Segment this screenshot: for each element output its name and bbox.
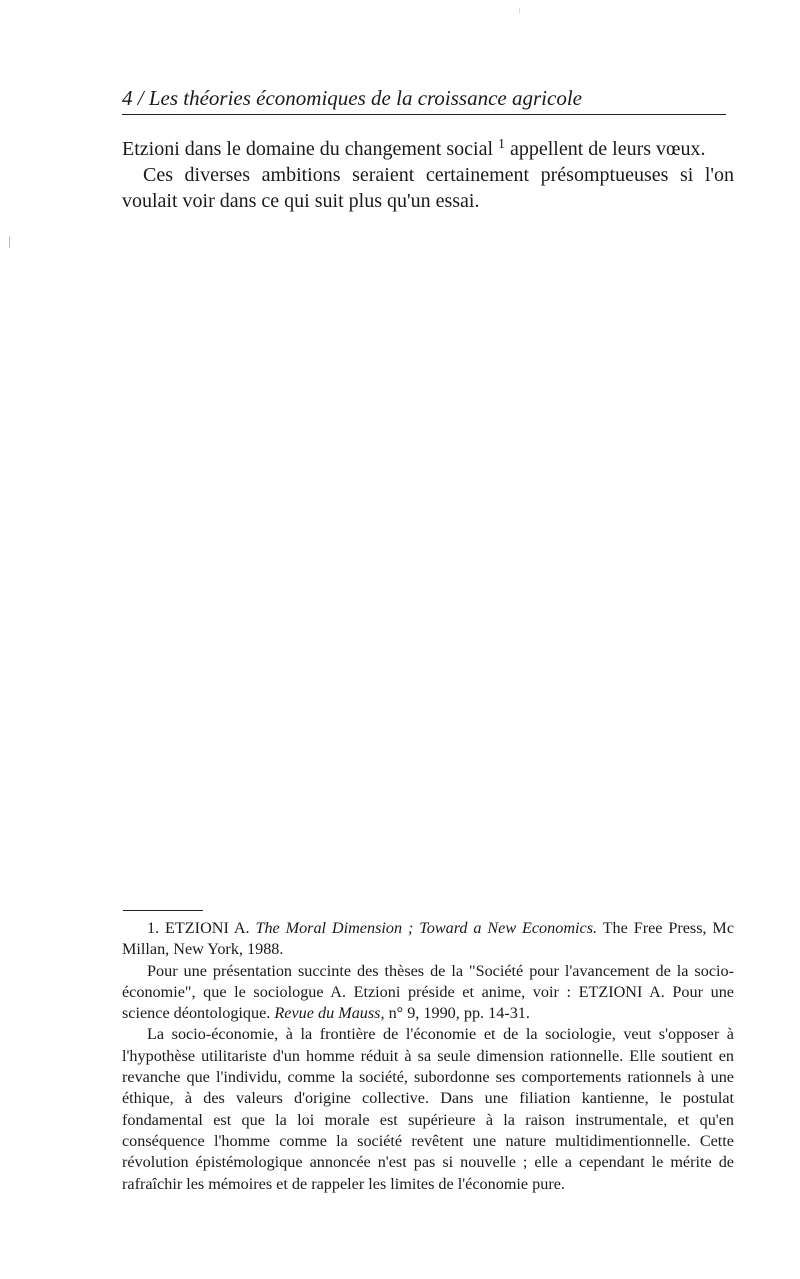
- paragraph-2: Ces diverses ambitions seraient certainement présomptueuses si l'on voulait voir dans ce qui suit plus qu'un essai.: [122, 164, 734, 212]
- footnote-rule: [123, 910, 203, 911]
- scan-mark: [519, 8, 520, 14]
- footnote-2-text: Pour une présentation succinte des thèses de la "Société pour l'avancement de la socio-économie", que le sociologue A. Etzioni préside et anime, voir : ETZIONI A. Pour une science déontologique.: [122, 961, 734, 1023]
- main-text: [122, 136, 734, 214]
- footnote-2-ref: n° 9, 1990, pp. 14-31.: [388, 1004, 530, 1023]
- paragraph-1-text-cont: appellent de leurs vœux.: [510, 138, 706, 160]
- footnotes: [122, 918, 734, 1195]
- margin-mark: [9, 236, 10, 248]
- header-rule: [122, 114, 726, 115]
- footnote-1-author: ETZIONI A.: [165, 919, 250, 937]
- paragraph-1: [122, 136, 734, 162]
- footnote-1-publisher: The Free Press, Mc Millan, New York, 1988.: [122, 919, 735, 959]
- footnote-ref-1: 1: [498, 137, 505, 152]
- paragraph-1-text: Etzioni dans le domaine du changement social: [122, 138, 493, 160]
- footnote-3: La socio-économie, à la frontière de l'économie et de la sociologie, veut s'opposer à l'hypothèse utilitariste d'un homme réduit à sa seule dimension rationnelle. Elle soutient en revanche que l'individu, comme la société, subordonne ses comportements rationnels à une éthique, à des valeurs d'origine collective. Dans une filiation kantienne, le postulat fondamental est que la loi morale est supérieure à la raison instrumentale, et qu'en conséquence l'homme comme la société revêtent une nature multidimentionnelle. Cette révolution épistémologique annoncée n'est pas si nouvelle ; elle a cependant le mérite de rafraîchir les mémoires et de rappeler les limites de l'économie pure.: [122, 1025, 734, 1193]
- running-header: 4 / Les théories économiques de la croissance agricole: [122, 86, 582, 110]
- footnote-1-title: The Moral Dimension ; Toward a New Economics.: [255, 919, 598, 937]
- footnote-2-journal: Revue du Mauss,: [274, 1004, 385, 1023]
- footnote-2: [122, 961, 734, 1025]
- footnote-1-number: 1.: [147, 919, 160, 937]
- footnote-1: [122, 918, 734, 961]
